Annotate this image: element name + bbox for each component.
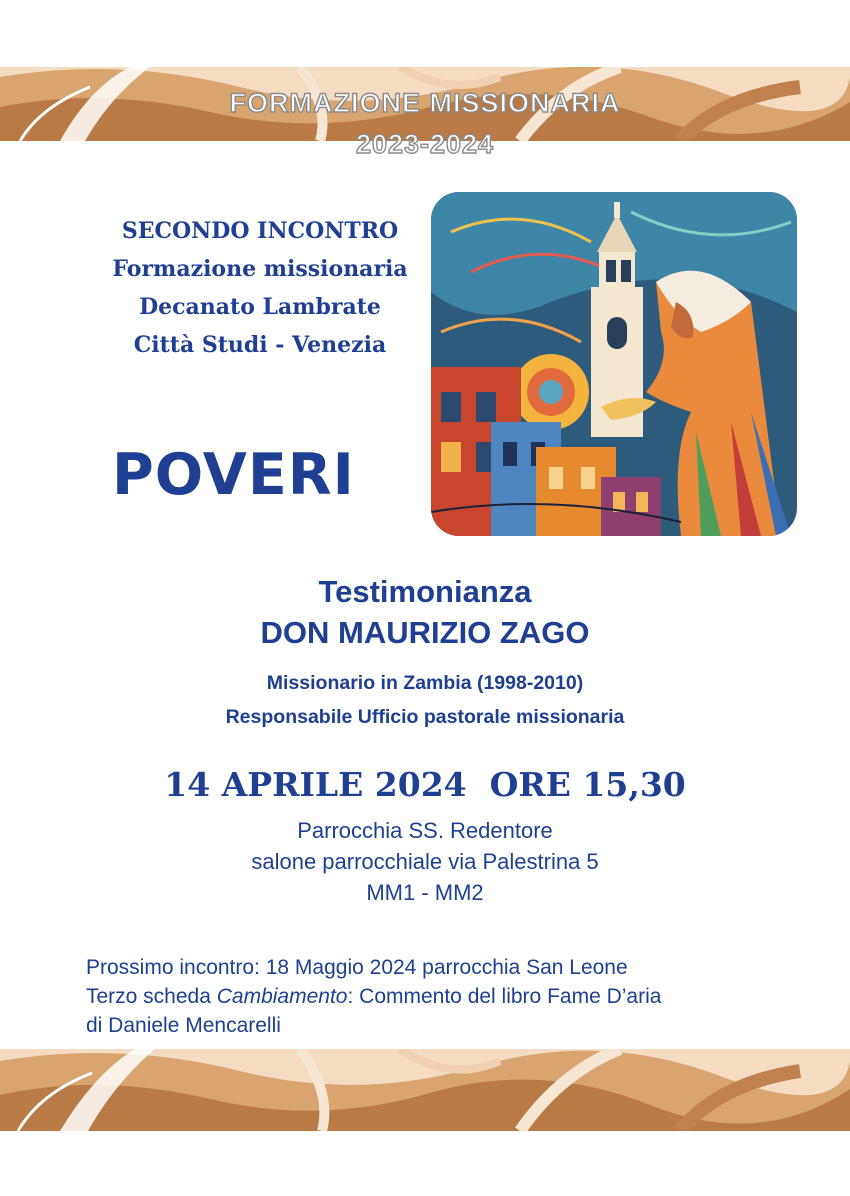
- header-year: 2023-2024: [355, 129, 495, 159]
- footer-line-2-suffix: : Commento del libro Fame D’aria: [347, 985, 662, 1008]
- footer-line-3: di Daniele Mencarelli: [86, 1014, 281, 1037]
- intro-block: [70, 212, 450, 364]
- testimony-heading: Testimonianza: [318, 574, 532, 609]
- event-place-2: salone parrocchiale via Palestrina 5: [251, 849, 599, 874]
- intro-line-3: Decanato Lambrate: [139, 294, 381, 320]
- event-place-3: MM1 - MM2: [366, 880, 484, 905]
- footer-line-2-italic: Cambiamento: [216, 985, 348, 1008]
- speaker-name: DON MAURIZIO ZAGO: [260, 615, 590, 650]
- theme-title: POVERI: [112, 442, 355, 508]
- bottom-decorative-band: [0, 1049, 850, 1131]
- footer-line-1: Prossimo incontro: 18 Maggio 2024 parrocchia San Leone: [86, 956, 628, 979]
- intro-line-2: Formazione missionaria: [112, 256, 408, 282]
- speaker-role-2: Responsabile Ufficio pastorale missionaria: [225, 706, 625, 728]
- event-datetime: 14 APRILE 2024 ORE 15,30: [164, 765, 686, 804]
- intro-line-1: SECONDO INCONTRO: [121, 218, 399, 244]
- footer-notes: [86, 953, 806, 1040]
- speaker-role-1: Missionario in Zambia (1998-2010): [266, 672, 584, 694]
- header-title: FORMAZIONE MISSIONARIA: [229, 88, 621, 118]
- event-place-1: Parrocchia SS. Redentore: [297, 818, 553, 843]
- footer-line-2: [86, 982, 806, 1011]
- footer-line-2-prefix: Terzo scheda: [86, 985, 217, 1008]
- artwork-illustration: [431, 192, 797, 536]
- intro-line-4: Città Studi - Venezia: [133, 332, 387, 358]
